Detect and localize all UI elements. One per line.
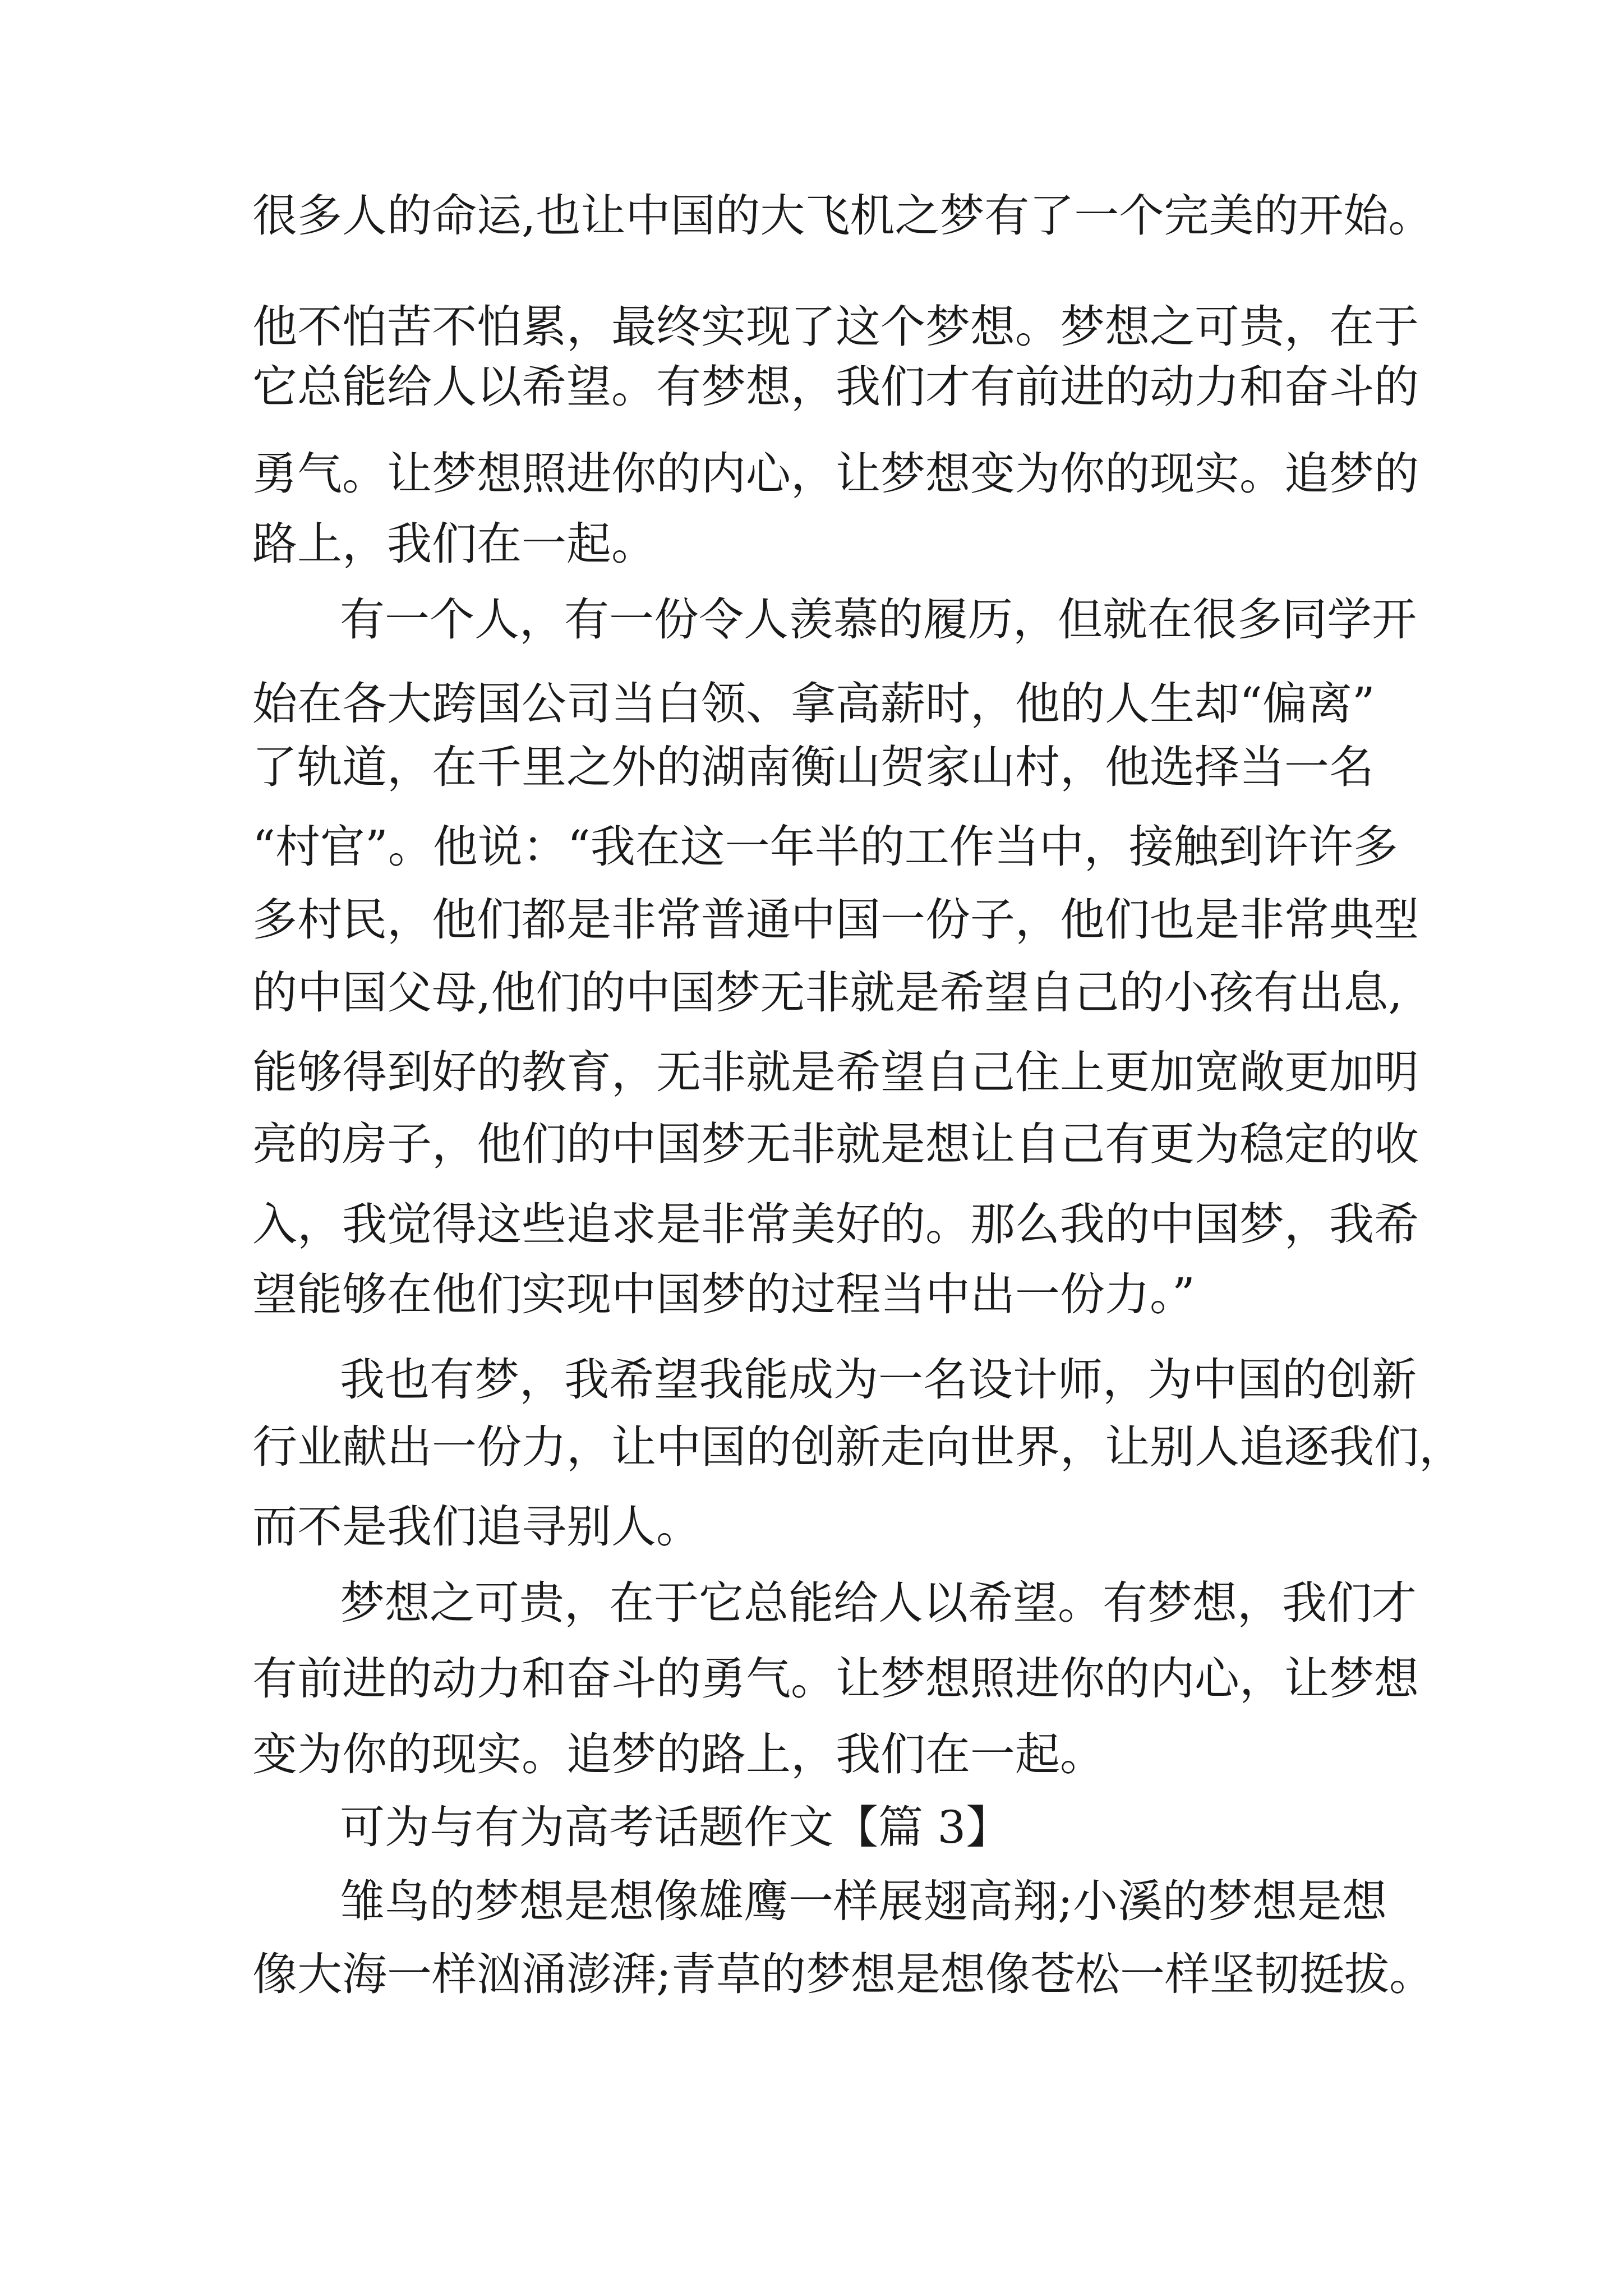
text-line: “村官”。他说：“我在这一年半的工作当中，接触到许许多 [252, 821, 1398, 873]
paragraph-first-line: 雏鸟的梦想是想像雄鹰一样展翅高翔;小溪的梦想是想 [340, 1875, 1387, 1927]
text-line: 亮的房子，他们的中国梦无非就是想让自己有更为稳定的收 [252, 1118, 1419, 1170]
text-line: 始在各大跨国公司当白领、拿高薪时，他的人生却“偏离” [252, 678, 1375, 730]
text-line: 变为你的现实。追梦的路上，我们在一起。 [252, 1728, 1105, 1780]
text-line: 他不怕苦不怕累，最终实现了这个梦想。梦想之可贵，在于 [252, 301, 1419, 353]
text-line: 多村民，他们都是非常普通中国一份子，他们也是非常典型 [252, 894, 1419, 946]
paragraph-first-line: 我也有梦，我希望我能成为一名设计师，为中国的创新 [340, 1354, 1417, 1406]
text-line: 了轨道，在千里之外的湖南衡山贺家山村，他选择当一名 [252, 741, 1374, 793]
text-line: 它总能给人以希望。有梦想，我们才有前进的动力和奋斗的 [252, 361, 1419, 413]
text-line: 像大海一样汹涌澎湃;青草的梦想是想像苍松一样坚韧挺拔。 [252, 1948, 1434, 2000]
paragraph-first-line: 梦想之可贵，在于它总能给人以希望。有梦想，我们才 [340, 1577, 1417, 1629]
text-line: 而不是我们追寻别人。 [252, 1501, 701, 1553]
section-heading: 可为与有为高考话题作文【篇 3】 [340, 1801, 1011, 1853]
text-line: 很多人的命运,也让中国的大飞机之梦有了一个完美的开始。 [252, 190, 1433, 242]
paragraph-first-line: 有一个人，有一份令人羡慕的履历，但就在很多同学开 [340, 593, 1417, 646]
text-line: 勇气。让梦想照进你的内心，让梦想变为你的现实。追梦的 [252, 448, 1419, 500]
text-line: 行业献出一份力，让中国的创新走向世界，让别人追逐我们， [252, 1421, 1464, 1473]
text-line: 有前进的动力和奋斗的勇气。让梦想照进你的内心，让梦想 [252, 1653, 1419, 1705]
text-line: 路上，我们在一起。 [252, 518, 656, 570]
text-line: 入，我觉得这些追求是非常美好的。那么我的中国梦，我希 [252, 1198, 1419, 1250]
text-line: 的中国父母,他们的中国梦无非就是希望自己的小孩有出息, [252, 967, 1403, 1019]
text-line: 能够得到好的教育，无非就是希望自己住上更加宽敞更加明 [252, 1046, 1419, 1098]
text-line: 望能够在他们实现中国梦的过程当中出一份力。” [252, 1268, 1195, 1320]
